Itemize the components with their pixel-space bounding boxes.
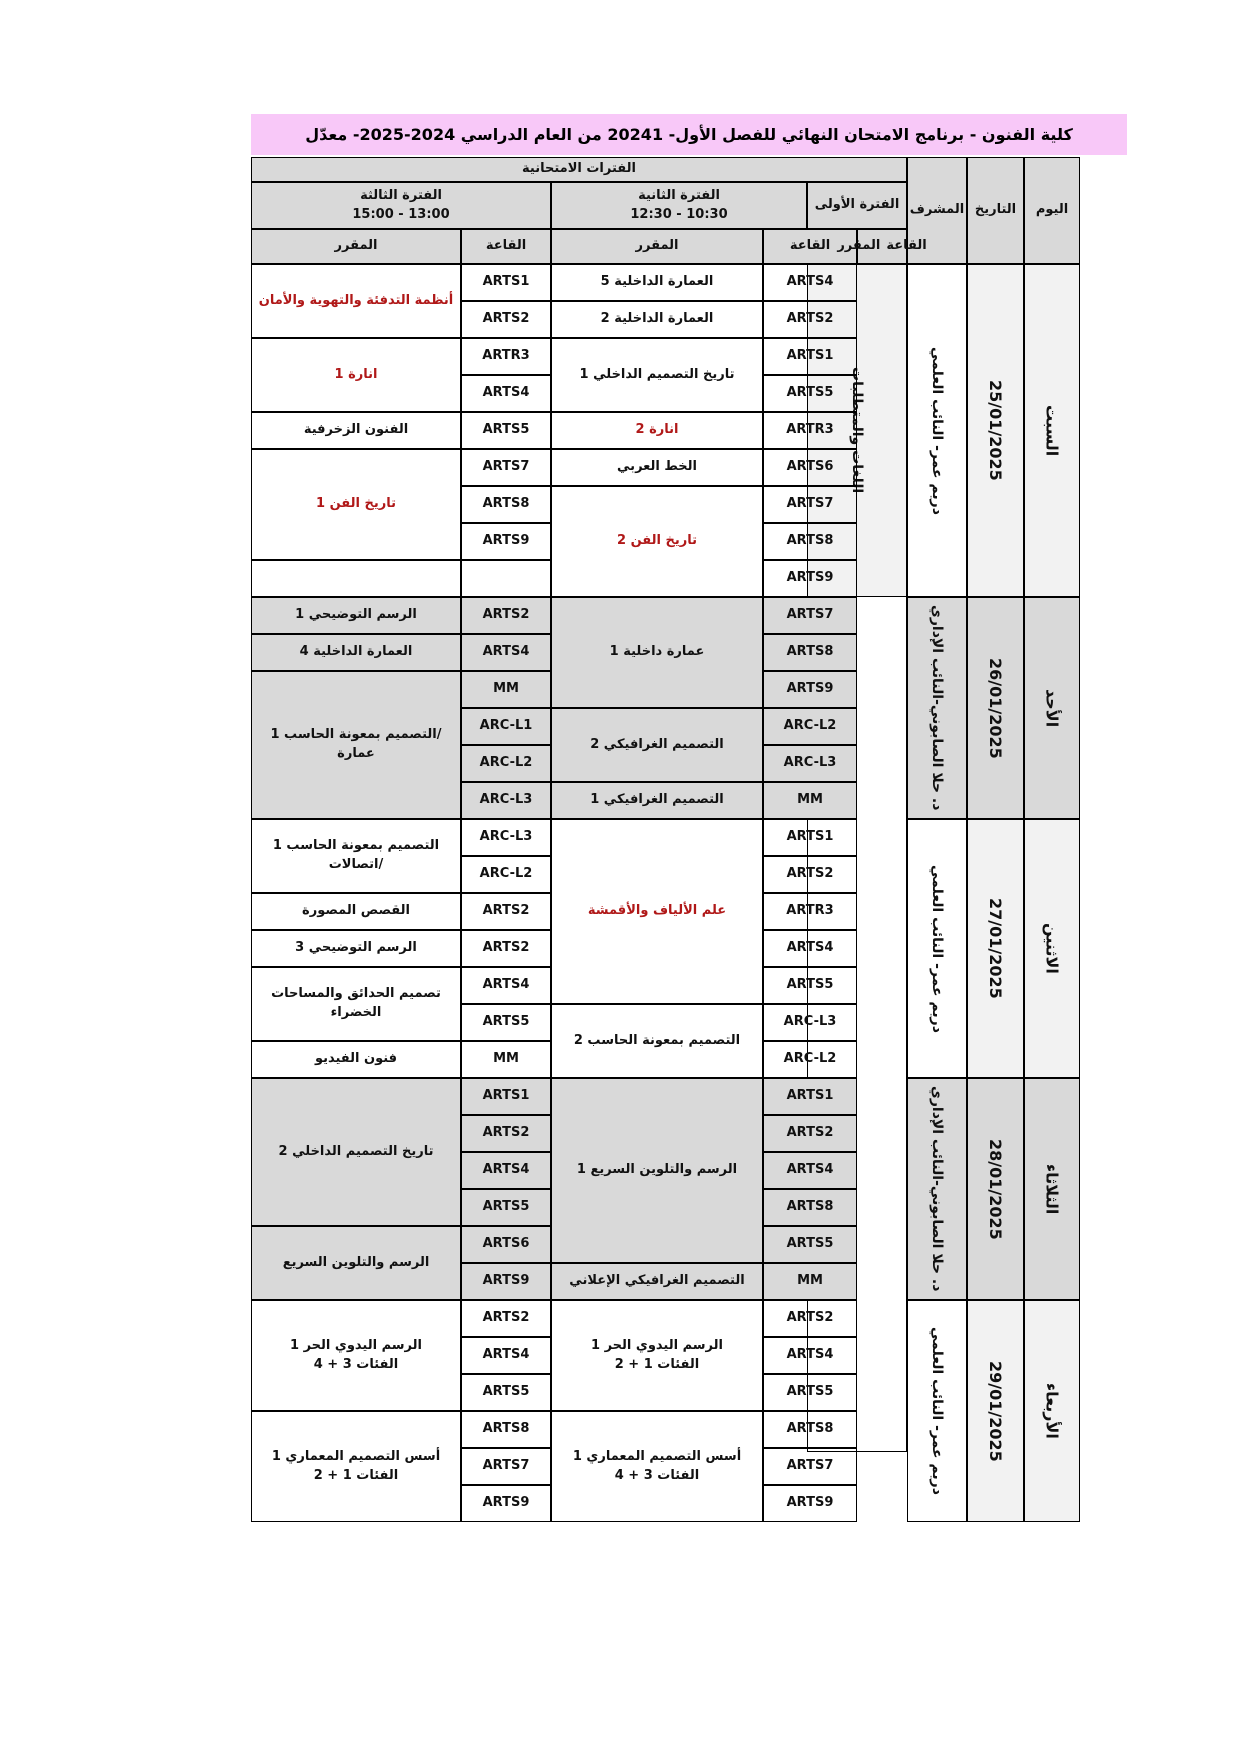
p3-course-cell: انارة 1 (251, 338, 461, 412)
p2-room-cell: ARTS1 (763, 819, 857, 856)
p2-room-cell: ARTS8 (763, 1189, 857, 1226)
p3-room-cell: ARTS9 (461, 523, 551, 560)
p3-room-cell: ARC-L3 (461, 782, 551, 819)
date-cell: 25/01/2025 (967, 264, 1024, 597)
day-cell: الاثنين (1024, 819, 1080, 1078)
day-cell: السبت (1024, 264, 1080, 597)
exam-periods-header: الفترات الامتحانية (251, 157, 907, 182)
p2-room-cell: ARTR3 (763, 893, 857, 930)
p3-room-cell: ARTS4 (461, 375, 551, 412)
p2-course-cell: تاريخ التصميم الداخلي 1 (551, 338, 763, 412)
p2-room-cell: ARTS2 (763, 856, 857, 893)
supervisor-cell: دريم عمر- النائب العلمي (907, 264, 967, 597)
p2-room-cell: MM (763, 1263, 857, 1300)
day-cell: الأربعاء (1024, 1300, 1080, 1522)
period3-time: 13:00 - 15:00 (352, 206, 450, 222)
p3-course-cell: أسس التصميم المعماري 1 الفئات 1 + 2 (251, 1411, 461, 1522)
date-cell: 29/01/2025 (967, 1300, 1024, 1522)
p2-room-cell: MM (763, 782, 857, 819)
p2-course-cell: انارة 2 (551, 412, 763, 449)
p2-room-cell: ARTS4 (763, 1337, 857, 1374)
p3-course-cell: الرسم والتلوين السريع (251, 1226, 461, 1300)
day-cell: الثلاثاء (1024, 1078, 1080, 1300)
p2-room-cell: ARTS2 (763, 301, 857, 338)
period1-course-cell: اللغات والمتطلبات (807, 264, 907, 597)
p2-course-cell: التصميم بمعونة الحاسب 2 (551, 1004, 763, 1078)
p2-room-cell: ARTS7 (763, 597, 857, 634)
p3-room-cell: ARTS7 (461, 449, 551, 486)
p3-course-cell: فنون الفيديو (251, 1041, 461, 1078)
period3-title: الفترة الثالثة (360, 187, 442, 203)
p3-room-cell: ARTS4 (461, 1152, 551, 1189)
date-cell: 26/01/2025 (967, 597, 1024, 819)
p2-course-cell: عمارة داخلية 1 (551, 597, 763, 708)
p3-room-cell: ARTS7 (461, 1448, 551, 1485)
p3-room-cell: ARTS6 (461, 1226, 551, 1263)
p3-course-cell: تاريخ التصميم الداخلي 2 (251, 1078, 461, 1226)
p2-room-cell: ARTS7 (763, 1448, 857, 1485)
p2-course-cell: الخط العربي (551, 449, 763, 486)
p3-room-cell: ARTS2 (461, 930, 551, 967)
p2-room-cell: ARTS8 (763, 634, 857, 671)
p3-room-cell: ARTS5 (461, 1189, 551, 1226)
p2-room-cell: ARTS7 (763, 486, 857, 523)
p2-room-cell: ARTS4 (763, 1152, 857, 1189)
p2-room-cell: ARTS4 (763, 930, 857, 967)
p2-room-cell: ARTS9 (763, 671, 857, 708)
p2-room-cell: ARC-L2 (763, 1041, 857, 1078)
p3-course-cell: الرسم التوضيحي 3 (251, 930, 461, 967)
p2-room-cell: ARTS6 (763, 449, 857, 486)
p1-room-header: القاعة (886, 238, 927, 254)
p2-room-header: القاعة (763, 229, 857, 264)
p2-room-cell: ARTS9 (763, 560, 857, 597)
p3-room-cell: ARC-L1 (461, 708, 551, 745)
p3-room-cell: ARTS1 (461, 264, 551, 301)
p3-room-cell: ARTS1 (461, 1078, 551, 1115)
p3-course-cell: تصميم الحدائق والمساحات الخضراء (251, 967, 461, 1041)
p2-course-cell: التصميم الغرافيكي الإعلاني (551, 1263, 763, 1300)
p3-room-cell: ARTS4 (461, 967, 551, 1004)
p2-course-cell: الرسم والتلوين السريع 1 (551, 1078, 763, 1263)
p3-room-cell: ARTS5 (461, 1374, 551, 1411)
p2-room-cell: ARTS1 (763, 1078, 857, 1115)
p3-room-cell: ARTS4 (461, 634, 551, 671)
p3-course-cell: الرسم اليدوي الحر 1 الفئات 3 + 4 (251, 1300, 461, 1411)
p2-room-cell: ARTS1 (763, 338, 857, 375)
page-title: كلية الفنون - برنامج الامتحان النهائي للفصل الأول- 20241 من العام الدراسي 2024-2025- معدّل (251, 114, 1127, 155)
p2-room-cell: ARTS2 (763, 1300, 857, 1337)
supervisor-header: المشرف (907, 157, 967, 264)
date-cell: 27/01/2025 (967, 819, 1024, 1078)
p2-room-cell: ARTS5 (763, 375, 857, 412)
p3-course-cell: العمارة الداخلية 4 (251, 634, 461, 671)
p3-room-cell: MM (461, 671, 551, 708)
p1-course-header: المقرر (837, 238, 881, 254)
p2-room-cell: ARTS2 (763, 1115, 857, 1152)
p2-course-cell: العمارة الداخلية 5 (551, 264, 763, 301)
day-cell: الأحد (1024, 597, 1080, 819)
p3-room-cell: ARTS2 (461, 597, 551, 634)
period2-time: 10:30 - 12:30 (630, 206, 728, 222)
p2-room-cell: ARTS9 (763, 1485, 857, 1522)
period2-header (551, 182, 807, 229)
p2-room-cell: ARTS5 (763, 1226, 857, 1263)
p1-subheaders (837, 229, 927, 264)
p2-room-cell: ARC-L2 (763, 708, 857, 745)
p2-room-cell: ARTS4 (763, 264, 857, 301)
p2-course-cell: التصميم الغرافيكي 1 (551, 782, 763, 819)
p3-course-cell: الفنون الزخرفية (251, 412, 461, 449)
p2-course-cell: تاريخ الفن 2 (551, 486, 763, 597)
p3-room-cell: ARC-L2 (461, 745, 551, 782)
p3-course-cell: التصميم بمعونة الحاسب 1 /اتصالات (251, 819, 461, 893)
p3-course-cell: /التصميم بمعونة الحاسب 1 عمارة (251, 671, 461, 819)
period2-title: الفترة الثانية (638, 187, 720, 203)
p3-room-cell: ARTS2 (461, 1115, 551, 1152)
p3-room-cell: ARTS2 (461, 1300, 551, 1337)
date-cell: 28/01/2025 (967, 1078, 1024, 1300)
p3-room-cell: ARTS5 (461, 1004, 551, 1041)
p2-course-cell: التصميم الغرافيكي 2 (551, 708, 763, 782)
p2-course-cell: علم الألياف والأقمشة (551, 819, 763, 1004)
p3-room-cell (461, 560, 551, 597)
supervisor-cell: دريم عمر- النائب العلمي (907, 1300, 967, 1522)
p3-room-cell: ARTS8 (461, 486, 551, 523)
p2-course-cell: الرسم اليدوي الحر 1 الفئات 1 + 2 (551, 1300, 763, 1411)
p2-room-cell: ARTS5 (763, 1374, 857, 1411)
p3-course-cell: أنظمة التدفئة والتهوية والأمان (251, 264, 461, 338)
p3-course-cell (251, 560, 461, 597)
p3-room-cell: ARTS5 (461, 412, 551, 449)
p3-course-cell: تاريخ الفن 1 (251, 449, 461, 560)
p3-room-cell: ARTS9 (461, 1263, 551, 1300)
supervisor-cell: دريم عمر- النائب العلمي (907, 819, 967, 1078)
p2-room-cell: ARTS5 (763, 967, 857, 1004)
p3-room-cell: ARTR3 (461, 338, 551, 375)
period1-header: الفترة الأولى (807, 182, 907, 229)
date-header: التاريخ (967, 157, 1024, 264)
p3-room-cell: ARC-L2 (461, 856, 551, 893)
p3-room-cell: ARTS4 (461, 1337, 551, 1374)
supervisor-cell: د. حلا الصابوني-النائب الإداري (907, 597, 967, 819)
p2-room-cell: ARC-L3 (763, 1004, 857, 1041)
p3-room-cell: ARTS8 (461, 1411, 551, 1448)
p3-course-header: المقرر (251, 229, 461, 264)
p3-course-cell: الرسم التوضيحي 1 (251, 597, 461, 634)
p2-room-cell: ARTS8 (763, 523, 857, 560)
p2-course-cell: أسس التصميم المعماري 1 الفئات 3 + 4 (551, 1411, 763, 1522)
p2-room-cell: ARTS8 (763, 1411, 857, 1448)
p3-room-cell: ARTS9 (461, 1485, 551, 1522)
p3-room-cell: ARTS2 (461, 301, 551, 338)
period3-header (251, 182, 551, 229)
supervisor-cell: د. حلا الصابوني-النائب الإداري (907, 1078, 967, 1300)
p2-room-cell: ARTR3 (763, 412, 857, 449)
day-header: اليوم (1024, 157, 1080, 264)
p3-room-header: القاعة (461, 229, 551, 264)
p3-room-cell: ARTS2 (461, 893, 551, 930)
p3-course-cell: القصص المصورة (251, 893, 461, 930)
p2-course-header: المقرر (551, 229, 763, 264)
p2-course-cell: العمارة الداخلية 2 (551, 301, 763, 338)
p3-room-cell: MM (461, 1041, 551, 1078)
p3-room-cell: ARC-L3 (461, 819, 551, 856)
p2-room-cell: ARC-L3 (763, 745, 857, 782)
